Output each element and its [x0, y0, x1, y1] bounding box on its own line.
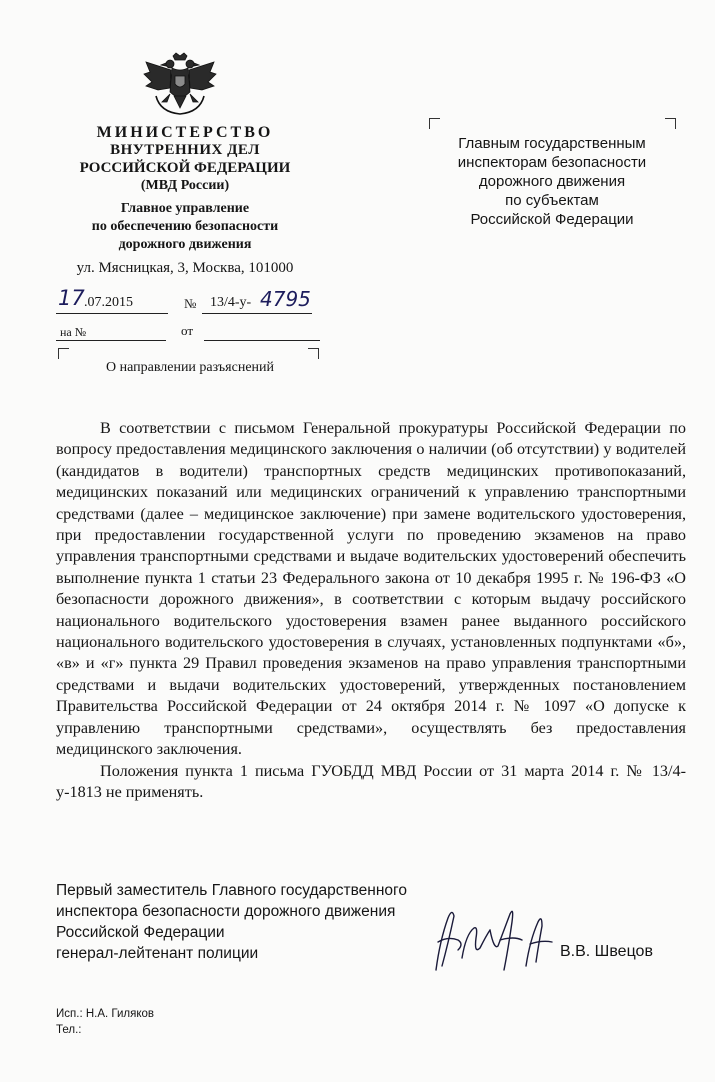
registration-number-underline — [202, 312, 312, 314]
letterhead-abbreviation: (МВД России) — [140, 178, 230, 193]
subject-bracket-left — [58, 348, 69, 359]
mvd-emblem-icon — [140, 52, 220, 118]
registration-day-handwritten: 17 — [58, 286, 85, 310]
addressee-block — [432, 134, 672, 229]
addressee-bracket-left — [429, 118, 440, 129]
executor-phone: Тел.: — [56, 1024, 82, 1036]
subject-line: О направлении разъяснений — [105, 360, 275, 375]
reply-to-underline — [56, 339, 166, 341]
letterhead-federation: РОССИЙСКОЙ ФЕДЕРАЦИИ — [79, 160, 291, 176]
addressee-line: по субъектам — [505, 192, 599, 209]
body-paragraph: Положения пункта 1 письма ГУОБДД МВД России от 31 марта 2014 г. № 13/4-у-1813 не применять. — [56, 761, 686, 801]
addressee-line: дорожного движения — [478, 173, 626, 190]
handwritten-signature — [418, 900, 568, 980]
executor-name: Исп.: Н.А. Гиляков — [56, 1008, 154, 1020]
registration-number-handwritten: 4795 — [260, 287, 311, 311]
subject-bracket-right — [308, 348, 319, 359]
letterhead-internal-affairs: ВНУТРЕННИХ ДЕЛ — [110, 142, 260, 158]
letter-body — [56, 418, 686, 803]
addressee-line: Российской Федерации — [470, 211, 634, 228]
from-label: от — [181, 323, 194, 338]
signatory-position-line: Первый заместитель Главного государственного — [56, 882, 407, 899]
registration-number-label: № — [184, 296, 197, 311]
letterhead-department-line3: дорожного движения — [118, 237, 252, 252]
signatory-rank: генерал-лейтенант полиции — [56, 945, 259, 962]
letterhead-ministry: МИНИСТЕРСТВО — [96, 124, 274, 141]
signatory-position-line: инспектора безопасности дорожного движения — [56, 903, 396, 920]
from-underline — [204, 339, 320, 341]
addressee-line: инспекторам безопасности — [457, 154, 647, 171]
signatory-name: В.В. Швецов — [560, 943, 653, 960]
letterhead-address: ул. Мясницкая, 3, Москва, 101000 — [76, 260, 294, 276]
signatory-position-line: Российской Федерации — [56, 924, 225, 941]
body-paragraph: В соответствии с письмом Генеральной прокуратуры Российской Федерации по вопросу предоставления медицинского заключения о наличии (об отсутствии) у водителей (кандидатов в водители) транспортных средств медицинских противопоказаний, медицинских показаний или медицинских ограничений к управлению транспортными средствами (далее – медицинское заключение) при замене водительского удостоверения, при предоставлении государственной услуги по проведению экзаменов на право управления транспортными средствами и выдаче водительских удостоверений обеспечить выполнение пункта 1 статьи 23 Федерального закона от 10 декабря 1995 г. № 196-ФЗ «О безопасности дорожного движения», в соответствии с которым выдачу российского национального водительского удостоверения взамен ранее выданного российского национального водительского удостоверения в случаях, установленных подпунктами «б», «в» и «г» пункта 29 Правил проведения экзаменов на право управления транспортными средствами и выдачи водительских удостоверений, утвержденных постановлением Правительства Российской Федерации от 24 октября 2014 г. № 1097 «О допуске к управлению транспортными средствами», осуществлять без предоставления медицинского заключения. — [56, 419, 686, 759]
signatory-block — [56, 880, 456, 964]
registration-date: .07.2015 — [84, 295, 133, 310]
registration-number-prefix: 13/4-у- — [210, 295, 252, 310]
reply-to-label: на № — [60, 325, 87, 339]
executor-block — [56, 1006, 154, 1038]
letterhead-department-line1: Главное управление — [120, 201, 250, 216]
registration-date-underline — [56, 312, 168, 314]
letterhead-department-line2: по обеспечению безопасности — [91, 219, 279, 234]
addressee-line: Главным государственным — [458, 135, 646, 152]
addressee-bracket-right — [665, 118, 676, 129]
